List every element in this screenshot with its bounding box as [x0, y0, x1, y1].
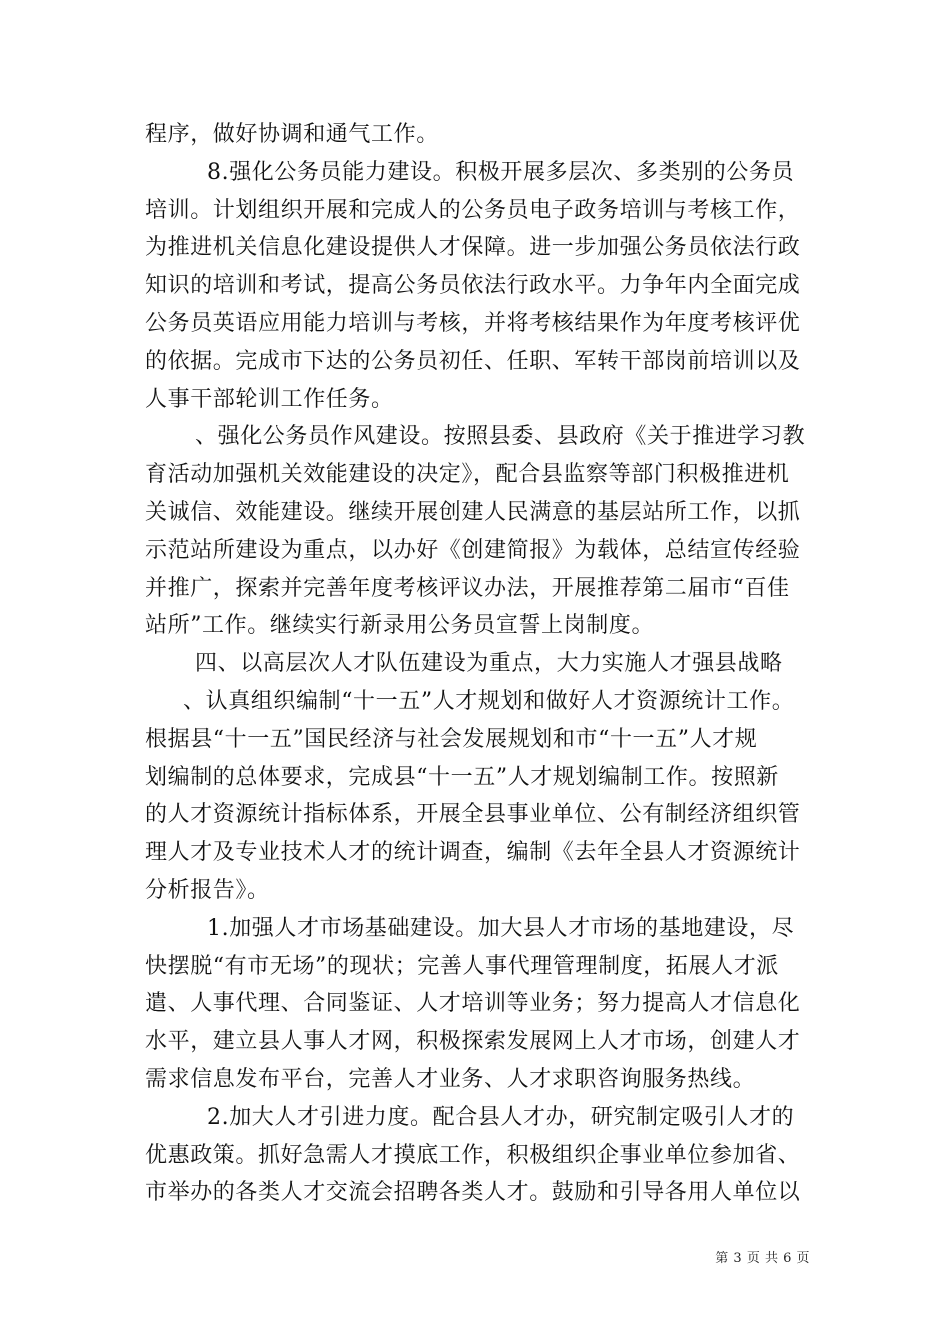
text-line: 1.加强人才市场基础建设。加大县人才市场的基地建设，尽 — [207, 915, 795, 941]
text-line: 程序，做好协调和通气工作。 — [145, 122, 439, 147]
text-line: 为推进机关信息化建设提供人才保障。进一步加强公务员依法行政 — [145, 235, 801, 261]
text-line: 8.强化公务员能力建设。积极开展多层次、多类别的公务员 — [207, 159, 795, 185]
text-line: 、强化公务员作风建设。按照县委、县政府《关于推进学习教 — [195, 424, 806, 450]
text-line: 理人才及专业技术人才的统计调查，编制《去年全县人才资源统计 — [145, 840, 801, 866]
text-line: 需求信息发布平台，完善人才业务、人才求职咨询服务热线。 — [145, 1066, 756, 1092]
text-line: 示范站所建设为重点，以办好《创建简报》为载体，总结宣传经验 — [145, 537, 801, 563]
text-line: 分析报告》。 — [145, 877, 270, 903]
text-line: 育活动加强机关效能建设的决定》，配合县监察等部门积极推进机 — [145, 462, 790, 488]
text-line: 的人才资源统计指标体系，开展全县事业单位、公有制经济组织管 — [145, 802, 801, 828]
text-line: 知识的培训和考试，提高公务员依法行政水平。力争年内全面完成 — [145, 273, 801, 299]
text-line: 市举办的各类人才交流会招聘各类人才。鼓励和引导各用人单位以 — [145, 1180, 801, 1206]
section-heading: 四、以高层次人才队伍建设为重点，大力实施人才强县战略 — [195, 651, 783, 677]
text-line: 并推广，探索并完善年度考核评议办法，开展推荐第二届市“百佳 — [145, 575, 790, 601]
text-line: 人事干部轮训工作任务。 — [145, 386, 394, 412]
text-line: 遣、人事代理、合同鉴证、人才培训等业务；努力提高人才信息化 — [145, 991, 801, 1017]
page-number: 第 3 页 共 6 页 — [715, 1251, 810, 1266]
text-line: 培训。计划组织开展和完成人的公务员电子政务培训与考核工作， — [145, 197, 801, 223]
text-line: 公务员英语应用能力培训与考核，并将考核结果作为年度考核评优 — [145, 310, 801, 336]
document-body — [145, 116, 817, 1212]
text-line: 2.加大人才引进力度。配合县人才办，研究制定吸引人才的 — [207, 1104, 795, 1130]
text-line: 的依据。完成市下达的公务员初任、任职、军转干部岗前培训以及 — [145, 348, 801, 374]
text-line: 根据县“十一五”国民经济与社会发展规划和市“十一五”人才规 — [145, 726, 758, 752]
text-line: 划编制的总体要求，完成县“十一五”人才规划编制工作。按照新 — [145, 764, 779, 790]
text-line: 、认真组织编制“十一五”人才规划和做好人才资源统计工作。 — [183, 688, 795, 714]
text-line: 关诚信、效能建设。继续开展创建人民满意的基层站所工作，以抓 — [145, 499, 801, 525]
text-line: 站所”工作。继续实行新录用公务员宣誓上岗制度。 — [145, 613, 655, 639]
text-line: 水平，建立县人事人才网，积极探索发展网上人才市场，创建人才 — [145, 1029, 801, 1055]
text-line: 快摆脱“有市无场”的现状；完善人事代理管理制度，拓展人才派 — [145, 953, 779, 979]
text-line: 优惠政策。抓好急需人才摸底工作，积极组织企事业单位参加省、 — [145, 1142, 801, 1168]
